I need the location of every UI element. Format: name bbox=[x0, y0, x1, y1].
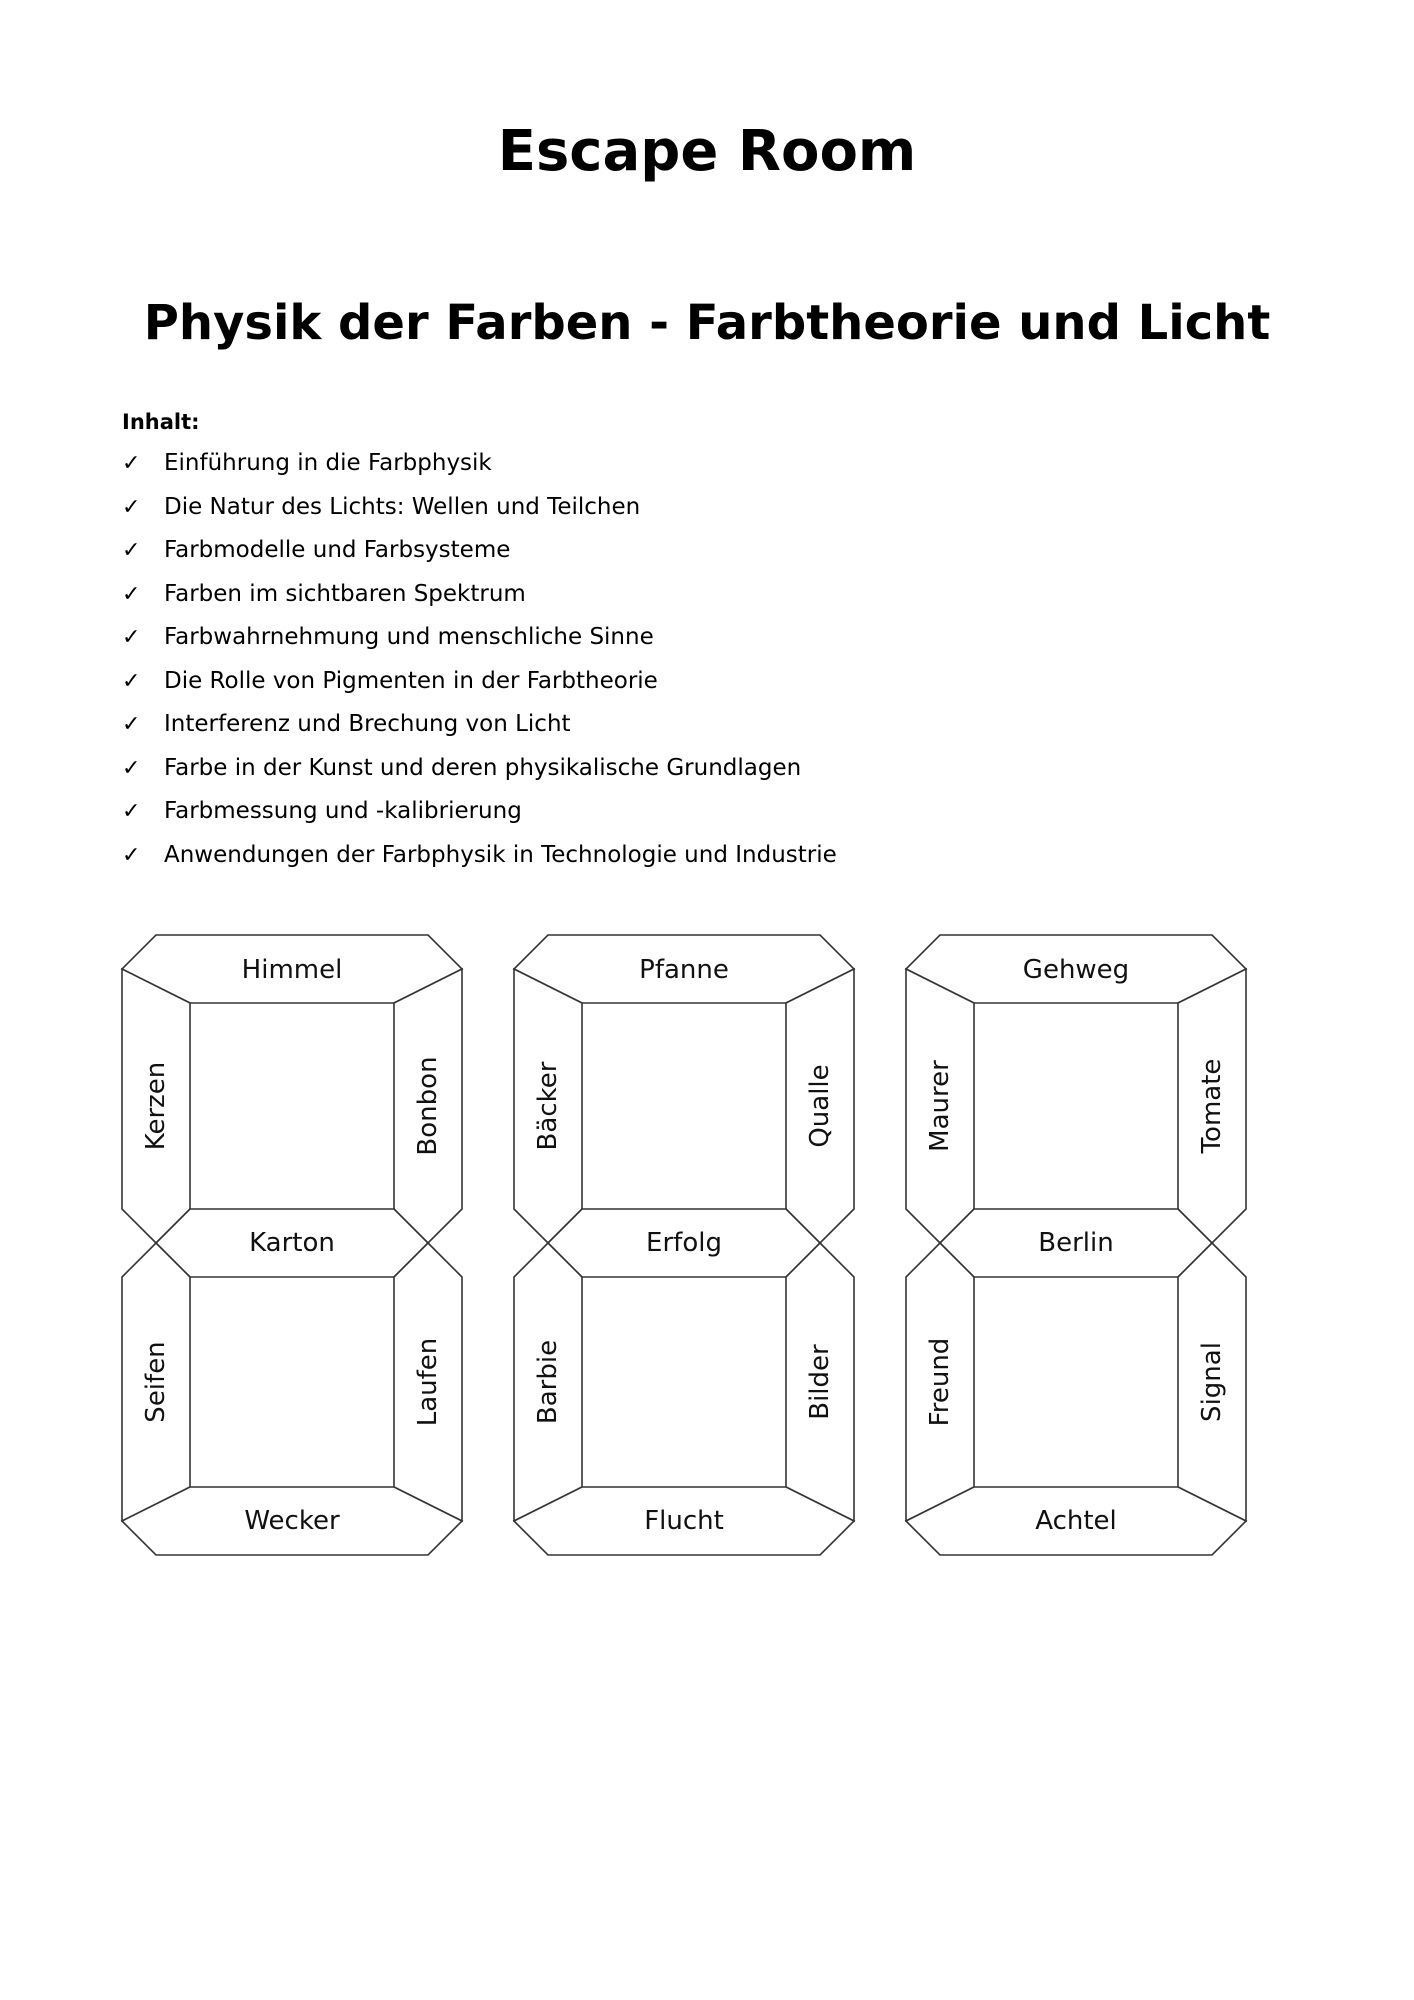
segment-top-label: Gehweg bbox=[1022, 955, 1130, 985]
segment-upper-right-label: Qualle bbox=[805, 1064, 835, 1148]
segment-middle-label: Berlin bbox=[1038, 1228, 1114, 1258]
checkmark-icon: ✓ bbox=[122, 755, 141, 781]
segment-upper-right-label: Bonbon bbox=[413, 1056, 443, 1156]
page-title: Escape Room bbox=[497, 119, 917, 184]
contents-item-label: Farbmessung und -kalibrierung bbox=[164, 798, 522, 824]
contents-heading: Inhalt: bbox=[122, 410, 200, 434]
segment-lower-left-label: Seifen bbox=[141, 1341, 171, 1423]
segment-upper-left-label: Kerzen bbox=[141, 1061, 171, 1151]
checkmark-icon: ✓ bbox=[122, 712, 141, 737]
segment-middle-label: Erfolg bbox=[646, 1228, 722, 1258]
contents-item-label: Anwendungen der Farbphysik in Technologie und Industrie bbox=[164, 841, 837, 868]
checkmark-icon: ✓ bbox=[122, 581, 141, 607]
digit-puzzle bbox=[514, 935, 854, 1555]
checkmark-icon: ✓ bbox=[122, 625, 141, 650]
page-subtitle: Physik der Farben - Farbtheorie und Licht bbox=[143, 295, 1271, 351]
segment-lower-right-label: Laufen bbox=[413, 1337, 443, 1427]
segment-middle-label: Karton bbox=[249, 1228, 335, 1258]
digit-puzzle bbox=[122, 935, 462, 1555]
contents-item-label: Die Natur des Lichts: Wellen und Teilchen bbox=[164, 493, 641, 520]
contents-item-label: Farbwahrnehmung und menschliche Sinne bbox=[164, 624, 654, 650]
checkmark-icon: ✓ bbox=[122, 494, 141, 520]
contents-item-label: Einführung in die Farbphysik bbox=[164, 450, 492, 476]
segment-lower-left-label: Barbie bbox=[533, 1339, 563, 1425]
contents-item-label: Die Rolle von Pigmenten in der Farbtheorie bbox=[164, 667, 658, 694]
checkmark-icon: ✓ bbox=[122, 799, 141, 824]
segment-upper-left-label: Bäcker bbox=[533, 1061, 563, 1151]
digit-puzzle bbox=[906, 935, 1246, 1555]
contents-item-label: Interferenz und Brechung von Licht bbox=[164, 711, 571, 737]
segment-lower-right-label: Bilder bbox=[805, 1344, 835, 1420]
contents-item-label: Farben im sichtbaren Spektrum bbox=[164, 580, 526, 607]
segment-bottom-label: Flucht bbox=[644, 1506, 724, 1536]
contents-item-label: Farbe in der Kunst und deren physikalische Grundlagen bbox=[164, 754, 802, 781]
segment-lower-right-label: Signal bbox=[1197, 1342, 1227, 1422]
contents-item-label: Farbmodelle und Farbsysteme bbox=[164, 537, 511, 563]
segment-upper-left-label: Maurer bbox=[925, 1060, 955, 1152]
segment-lower-left-label: Freund bbox=[925, 1337, 955, 1427]
segment-bottom-label: Wecker bbox=[244, 1506, 340, 1536]
segment-top-label: Pfanne bbox=[639, 955, 729, 985]
segment-top-label: Himmel bbox=[241, 955, 343, 985]
checkmark-icon: ✓ bbox=[122, 451, 141, 476]
segment-bottom-label: Achtel bbox=[1035, 1506, 1117, 1536]
checkmark-icon: ✓ bbox=[122, 538, 141, 563]
checkmark-icon: ✓ bbox=[122, 668, 141, 694]
segment-upper-right-label: Tomate bbox=[1197, 1058, 1227, 1154]
checkmark-icon: ✓ bbox=[122, 842, 141, 868]
